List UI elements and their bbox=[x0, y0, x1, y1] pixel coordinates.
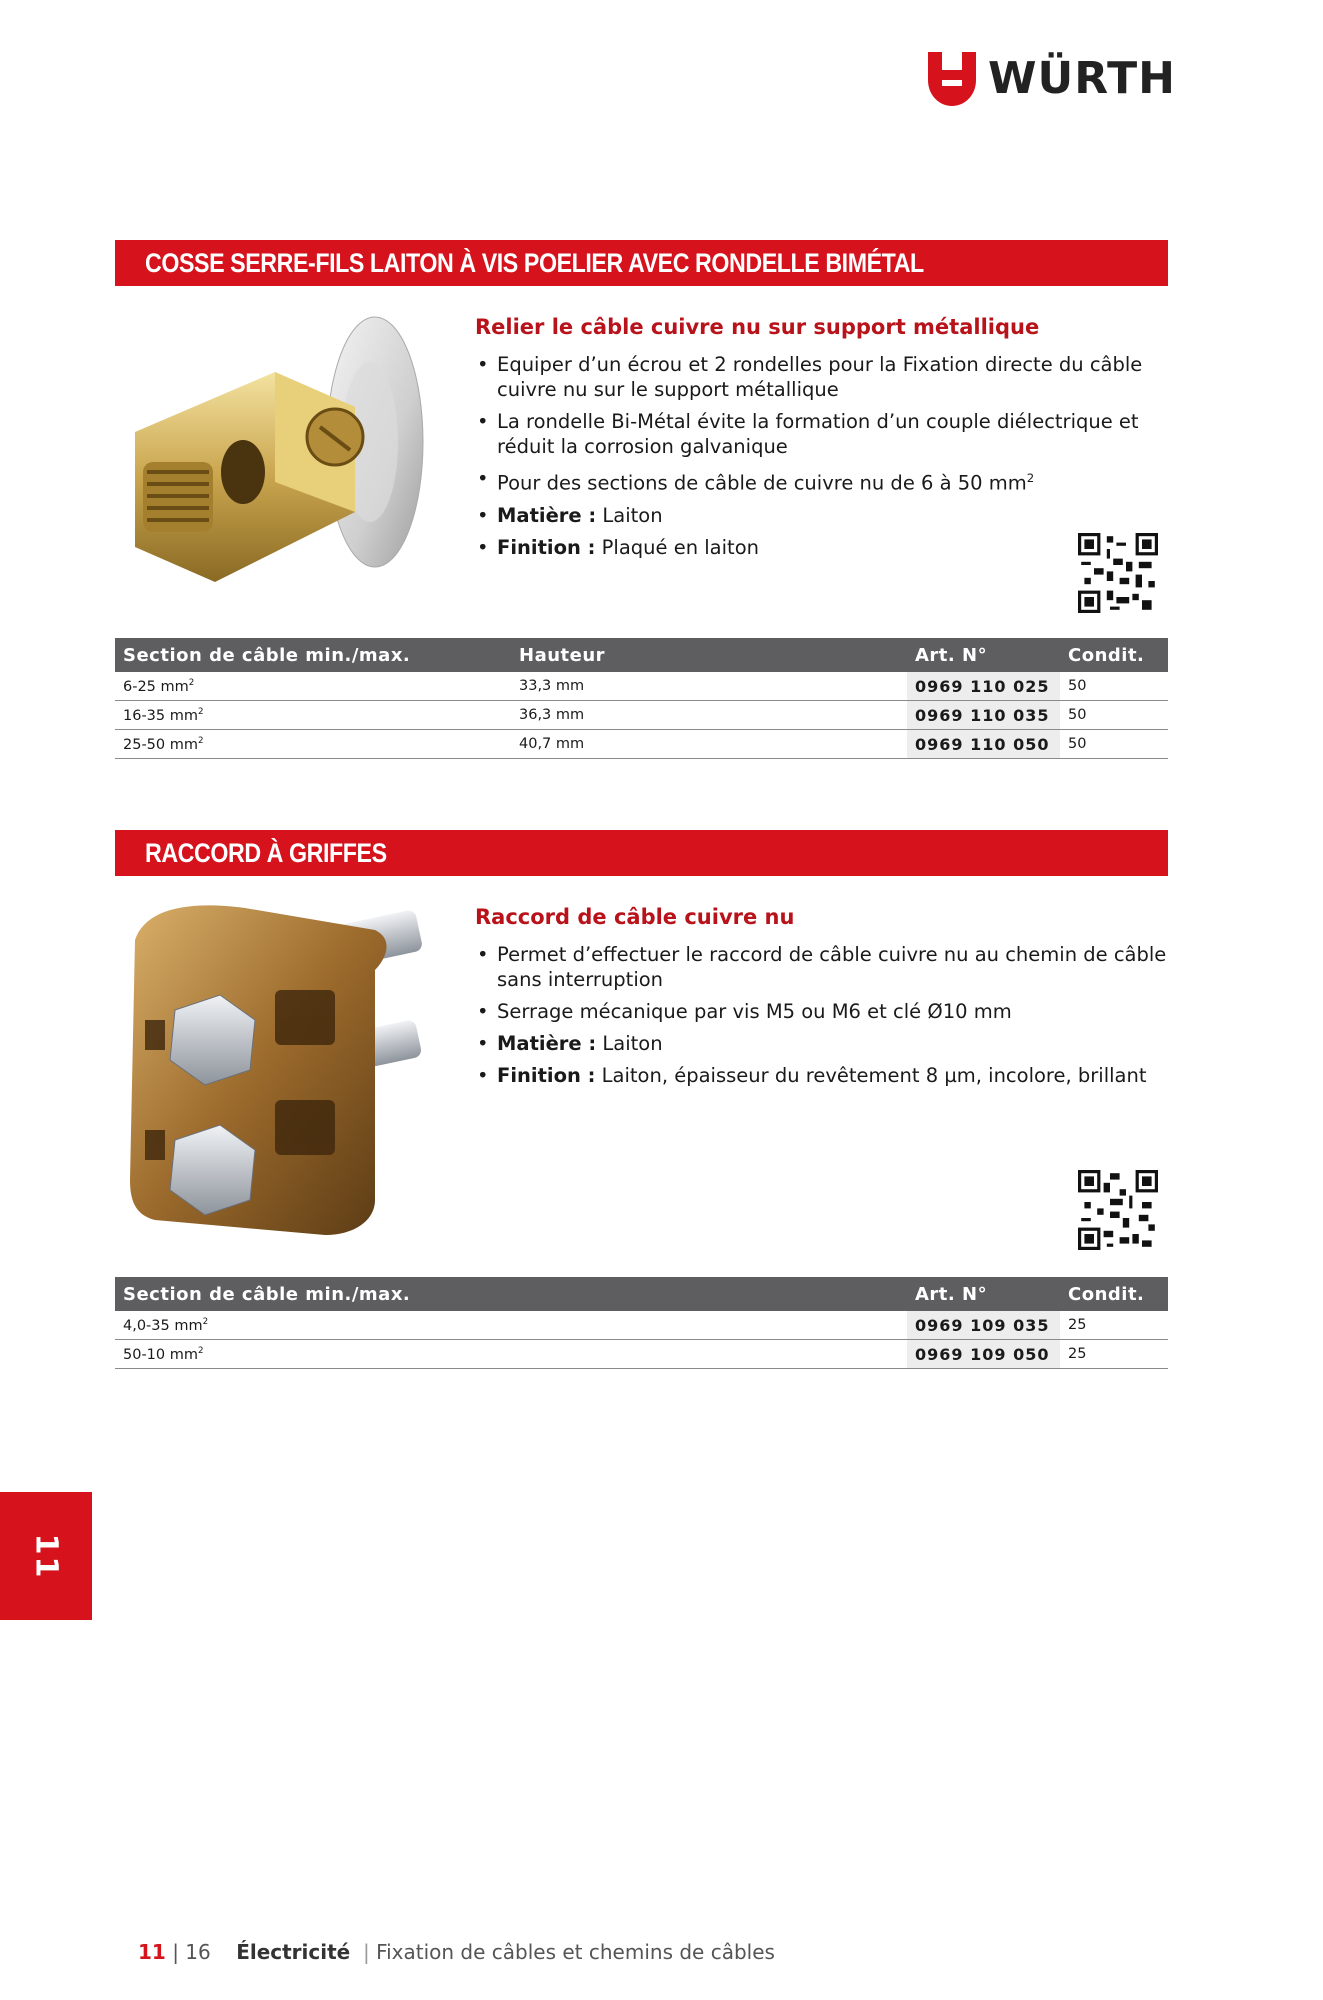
height-cell: 33,3 mm bbox=[511, 672, 907, 701]
column-header: Art. N° bbox=[907, 638, 1060, 672]
cable-section-cell: 16-35 $mm^2$ bbox=[115, 701, 511, 730]
product-1-title-banner bbox=[115, 240, 1168, 286]
table-row bbox=[115, 672, 1168, 701]
cable-section-cell: 50-10 $mm^2$ bbox=[115, 1340, 907, 1369]
cable-section-cell: 6-25 $mm^2$ bbox=[115, 672, 511, 701]
packaging-cell: 25 bbox=[1060, 1311, 1168, 1340]
article-number-cell: 0969 110 035 bbox=[907, 701, 1060, 730]
chapter-tab bbox=[0, 1492, 92, 1620]
article-number-cell: 0969 109 050 bbox=[907, 1340, 1060, 1369]
column-header: Condit. bbox=[1060, 638, 1168, 672]
column-header: Hauteur bbox=[511, 638, 907, 672]
feature-item: • La rondelle Bi-Métal évite la formation d’un couple diélectrique et réduit la corrosion galvanique bbox=[475, 409, 1175, 459]
brand-name: WÜRTH bbox=[988, 53, 1177, 104]
table-row bbox=[115, 1311, 1168, 1340]
article-number-cell: 0969 109 035 bbox=[907, 1311, 1060, 1340]
wurth-logo bbox=[928, 52, 1176, 106]
brass-clamp-photo bbox=[125, 312, 445, 602]
packaging-cell: 50 bbox=[1060, 701, 1168, 730]
column-header: Section de câble min./max. bbox=[115, 1277, 907, 1311]
table-header-row bbox=[115, 638, 1168, 672]
feature-item: • Matière : Laiton bbox=[475, 503, 1175, 528]
packaging-cell: 50 bbox=[1060, 730, 1168, 759]
chapter-number: 11 bbox=[28, 1533, 64, 1579]
product-2-title: RACCORD À GRIFFES bbox=[145, 838, 387, 868]
qr-code-icon[interactable] bbox=[1078, 533, 1158, 613]
packaging-cell: 25 bbox=[1060, 1340, 1168, 1369]
feature-item: • Finition : Laiton, épaisseur du revêtement 8 µm, incolore, brillant bbox=[475, 1063, 1175, 1088]
packaging-cell: 50 bbox=[1060, 672, 1168, 701]
product-1-spec-table bbox=[115, 638, 1168, 759]
product-2-subtitle: Raccord de câble cuivre nu bbox=[475, 905, 795, 929]
claw-connector-photo bbox=[125, 900, 445, 1245]
product-2-title-banner bbox=[115, 830, 1168, 876]
feature-item: • Finition : Plaqué en laiton bbox=[475, 535, 1175, 560]
product-1-title: COSSE SERRE-FILS LAITON À VIS POELIER AVEC RONDELLE BIMÉTAL bbox=[145, 248, 924, 278]
article-number-cell: 0969 110 025 bbox=[907, 672, 1060, 701]
section-name: Électricité bbox=[236, 1940, 351, 1964]
feature-item: • Serrage mécanique par vis M5 ou M6 et clé Ø10 mm bbox=[475, 999, 1175, 1024]
column-header: Section de câble min./max. bbox=[115, 638, 511, 672]
page-footer bbox=[138, 1940, 775, 1964]
table-header-row bbox=[115, 1277, 1168, 1311]
wurth-logo-icon bbox=[928, 52, 976, 106]
product-1-features bbox=[475, 352, 1175, 567]
product-2-features bbox=[475, 942, 1175, 1095]
feature-item: • Equiper d’un écrou et 2 rondelles pour la Fixation directe du câble cuivre nu sur le support métallique bbox=[475, 352, 1175, 402]
page-separator: | bbox=[165, 1940, 186, 1964]
article-number-cell: 0969 110 050 bbox=[907, 730, 1060, 759]
product-2-spec-table bbox=[115, 1277, 1168, 1369]
cable-section-cell: 25-50 $mm^2$ bbox=[115, 730, 511, 759]
table-row bbox=[115, 1340, 1168, 1369]
page-total: 16 bbox=[185, 1940, 211, 1964]
height-cell: 36,3 mm bbox=[511, 701, 907, 730]
column-header: Art. N° bbox=[907, 1277, 1060, 1311]
height-cell: 40,7 mm bbox=[511, 730, 907, 759]
column-header: Condit. bbox=[1060, 1277, 1168, 1311]
cable-section-cell: 4,0-35 $mm^2$ bbox=[115, 1311, 907, 1340]
page-number: 11 bbox=[138, 1940, 166, 1964]
feature-item: • Matière : Laiton bbox=[475, 1031, 1175, 1056]
topic-name: Fixation de câbles et chemins de câbles bbox=[376, 1940, 775, 1964]
feature-item: • Permet d’effectuer le raccord de câble cuivre nu au chemin de câble sans interruption bbox=[475, 942, 1175, 992]
product-1-subtitle: Relier le câble cuivre nu sur support métallique bbox=[475, 315, 1040, 339]
table-row bbox=[115, 701, 1168, 730]
table-row bbox=[115, 730, 1168, 759]
qr-code-icon[interactable] bbox=[1078, 1170, 1158, 1250]
feature-item: • Pour des sections de câble de cuivre nu de 6 à 50 $mm^2$ bbox=[475, 466, 1175, 496]
footer-divider: | bbox=[356, 1940, 377, 1964]
